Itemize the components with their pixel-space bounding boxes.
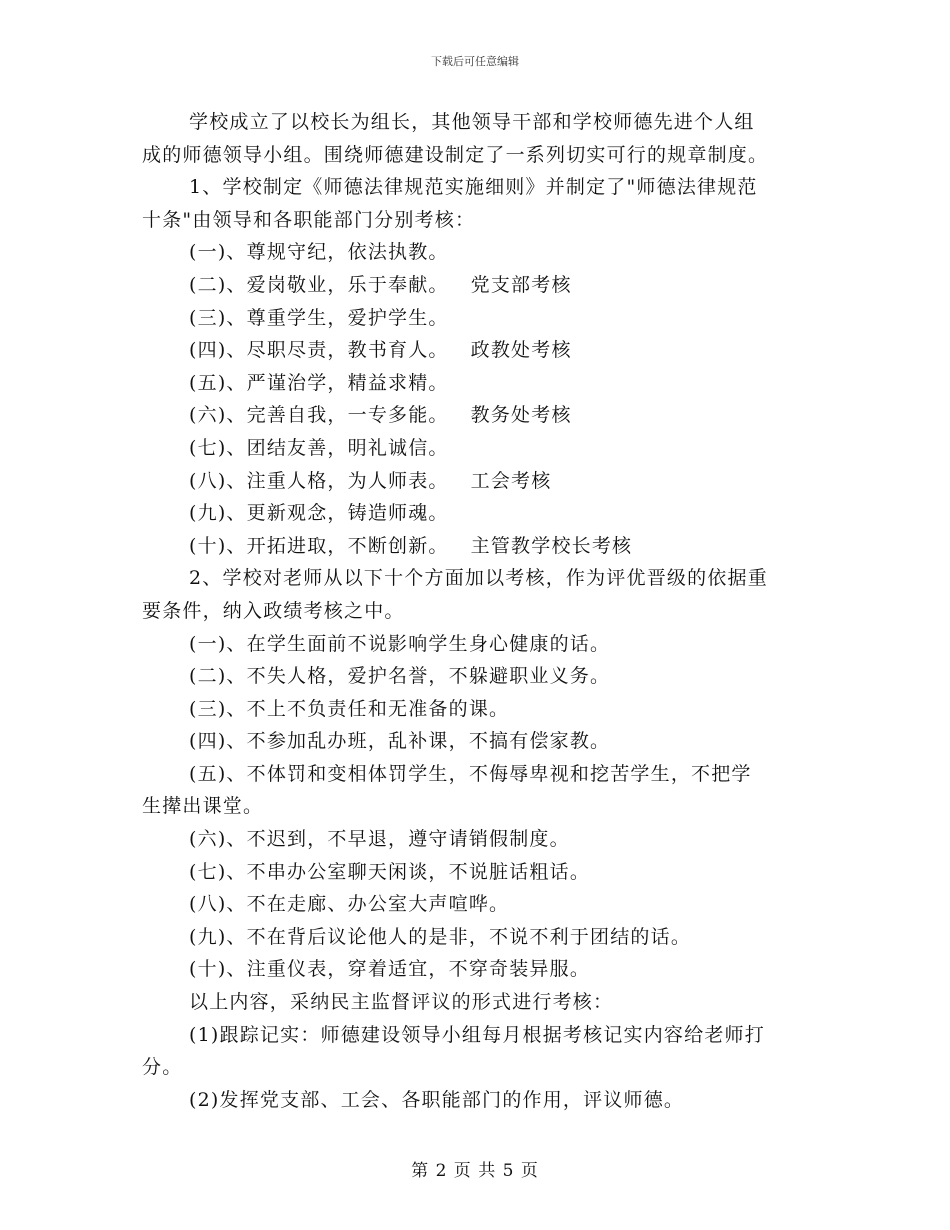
text-line xyxy=(142,367,822,400)
line-text: (五)、不体罚和变相体罚学生，不侮辱卑视和挖苦学生，不把学 xyxy=(189,762,752,785)
text-line xyxy=(142,921,822,954)
line-text: 十条"由领导和各职能部门分别考核： xyxy=(142,208,476,231)
line-text: 以上内容，采纳民主监督评议的形式进行考核： xyxy=(189,991,614,1014)
line-text: 学校成立了以校长为组长，其他领导干部和学校师德先进个人组 xyxy=(189,111,755,133)
text-line xyxy=(142,660,822,693)
text-line xyxy=(142,530,822,563)
line-text: (十)、注重仪表，穿着适宜，不穿奇装异服。 xyxy=(189,958,591,981)
text-line xyxy=(142,236,822,269)
line-text: 要条件，纳入政绩考核之中。 xyxy=(142,599,405,622)
text-line xyxy=(142,562,822,595)
assessment-note: 党支部考核 xyxy=(470,273,572,296)
text-line xyxy=(142,628,822,661)
page-footer: 第 2 页 共 5 页 xyxy=(411,1161,539,1181)
line-text: (1)跟踪记实：师德建设领导小组每月根据考核记实内容给老师打 xyxy=(189,1023,765,1046)
text-line xyxy=(142,269,822,302)
line-text: (二)、爱岗敬业，乐于奉献。 xyxy=(189,273,449,296)
line-text: (四)、不参加乱办班，乱补课，不搞有偿家教。 xyxy=(189,730,611,753)
text-line xyxy=(142,302,822,335)
assessment-note: 教务处考核 xyxy=(470,404,572,427)
text-line xyxy=(142,465,822,498)
line-text: (三)、尊重学生，爱护学生。 xyxy=(189,306,449,329)
line-text: (八)、不在走廊、办公室大声喧哗。 xyxy=(189,893,510,916)
line-text: (2)发挥党支部、工会、各职能部门的作用，评议师德。 xyxy=(189,1088,685,1111)
line-text: 生撵出课堂。 xyxy=(142,795,264,818)
line-text: (七)、不串办公室聊天闲谈，不说脏话粗话。 xyxy=(189,860,591,883)
line-text: (六)、不迟到，不早退，遵守请销假制度。 xyxy=(189,828,570,851)
line-text: 分。 xyxy=(142,1056,183,1079)
assessment-note: 工会考核 xyxy=(470,469,552,492)
text-line xyxy=(142,888,822,921)
page-header: 下载后可任意编辑 xyxy=(431,55,519,68)
text-line xyxy=(142,139,822,172)
text-line xyxy=(142,758,822,791)
text-line xyxy=(142,725,822,758)
text-line xyxy=(142,171,822,204)
line-text: 1、学校制定《师德法律规范实施细则》并制定了"师德法律规范 xyxy=(189,176,758,199)
text-line xyxy=(142,856,822,889)
assessment-note: 主管教学校长考核 xyxy=(470,534,633,557)
line-text: (四)、尽职尽责，教书育人。 xyxy=(189,339,449,362)
line-text: (八)、注重人格，为人师表。 xyxy=(189,469,449,492)
text-line xyxy=(142,334,822,367)
text-line xyxy=(142,432,822,465)
line-text: 2、学校对老师从以下十个方面加以考核，作为评优晋级的依据重 xyxy=(189,567,768,590)
text-line xyxy=(142,204,822,237)
line-text: (一)、尊规守纪，依法执教。 xyxy=(189,241,449,264)
line-text: (三)、不上不负责任和无准备的课。 xyxy=(189,697,510,720)
text-line xyxy=(142,595,822,628)
line-text: (七)、团结友善，明礼诚信。 xyxy=(189,436,449,459)
line-text: (六)、完善自我，一专多能。 xyxy=(189,404,449,427)
text-line xyxy=(142,1019,822,1052)
text-line xyxy=(142,953,822,986)
text-line xyxy=(142,986,822,1019)
text-line xyxy=(142,106,822,139)
text-line xyxy=(142,1084,822,1117)
line-text: (二)、不失人格，爱护名誉，不躲避职业义务。 xyxy=(189,665,611,688)
text-line xyxy=(142,823,822,856)
line-text: (九)、更新观念，铸造师魂。 xyxy=(189,502,449,525)
line-text: (五)、严谨治学，精益求精。 xyxy=(189,371,449,394)
document-body xyxy=(142,106,822,1116)
line-text: (十)、开拓进取，不断创新。 xyxy=(189,534,449,557)
line-text: (九)、不在背后议论他人的是非，不说不利于团结的话。 xyxy=(189,925,692,948)
line-text: 成的师德领导小组。围绕师德建设制定了一系列切实可行的规章制度。 xyxy=(142,143,769,166)
text-line xyxy=(142,790,822,823)
text-line xyxy=(142,497,822,530)
line-text: (一)、在学生面前不说影响学生身心健康的话。 xyxy=(189,632,611,655)
text-line xyxy=(142,1051,822,1084)
text-line xyxy=(142,399,822,432)
text-line xyxy=(142,693,822,726)
assessment-note: 政教处考核 xyxy=(470,339,572,362)
